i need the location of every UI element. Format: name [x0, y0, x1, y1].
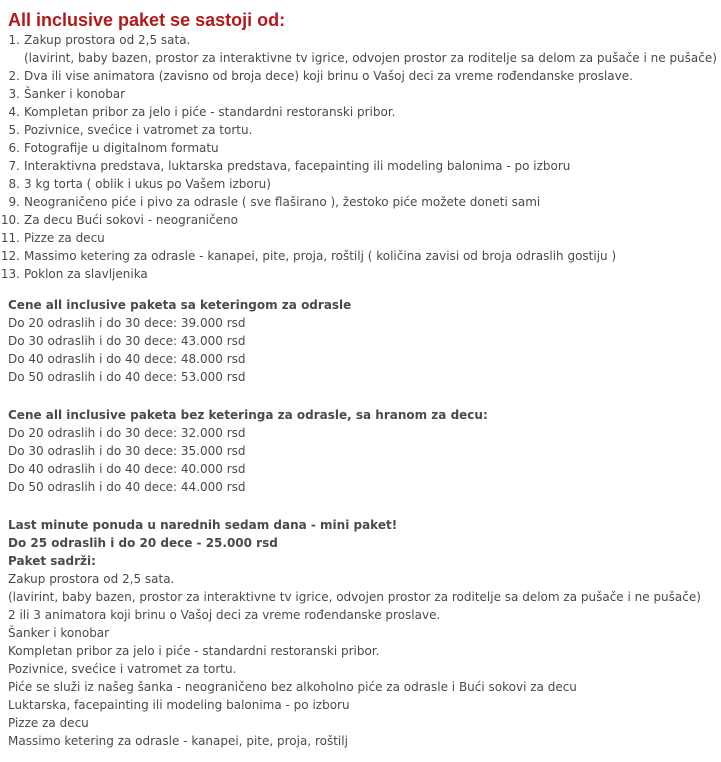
- list-item-number: 12.: [0, 249, 20, 263]
- section-heading-last-minute: Last minute ponuda u narednih sedam dana - mini paket!: [8, 518, 398, 532]
- price-line: Do 50 odraslih i do 40 dece: 44.000 rsd: [8, 480, 246, 494]
- section-heading-with-catering: Cene all inclusive paketa sa keteringom za odrasle: [8, 298, 352, 312]
- list-item: [0, 229, 720, 247]
- price-line: Do 20 odraslih i do 30 dece: 39.000 rsd: [8, 316, 246, 330]
- list-item-number: 5.: [8, 123, 20, 137]
- package-item: Piće se služi iz našeg šanka - neograničeno bez alkoholno piće za odrasle i Bući sokovi za decu: [8, 680, 577, 694]
- price-line: Do 50 odraslih i do 40 dece: 53.000 rsd: [8, 370, 246, 384]
- list-item-number: 3.: [8, 87, 20, 101]
- list-item-number: 2.: [8, 69, 20, 83]
- list-item-text: Dva ili vise animatora (zavisno od broja dece) koji brinu o Vašoj deci za vreme rođendanske proslave.: [24, 69, 633, 83]
- list-item-number: 7.: [8, 159, 20, 173]
- list-item-text: (lavirint, baby bazen, prostor za interaktivne tv igrice, odvojen prostor za roditelje sa delom za pušače i ne pušače): [24, 51, 717, 65]
- price-line: Do 40 odraslih i do 40 dece: 40.000 rsd: [8, 462, 246, 476]
- list-item-number: 6.: [8, 141, 20, 155]
- list-item-text: Pozivnice, svećice i vatromet za tortu.: [24, 123, 253, 137]
- list-item-text: Pizze za decu: [24, 231, 105, 245]
- price-line: Do 40 odraslih i do 40 dece: 48.000 rsd: [8, 352, 246, 366]
- package-item: Šanker i konobar: [8, 626, 110, 640]
- list-item-text: Massimo ketering za odrasle - kanapei, pite, proja, roštilj ( količina zavisi od broja odraslih gostiju ): [24, 249, 617, 263]
- page-title: All inclusive paket se sastoji od:: [8, 10, 286, 30]
- list-item-number: 10.: [0, 213, 20, 227]
- package-item: Pizze za decu: [8, 716, 89, 730]
- feature-list: [0, 31, 720, 283]
- list-item: [8, 103, 720, 121]
- list-item-number: 13.: [0, 267, 20, 281]
- package-item: Zakup prostora od 2,5 sata.: [8, 572, 175, 586]
- price-line: Do 20 odraslih i do 30 dece: 32.000 rsd: [8, 426, 246, 440]
- list-item-text: Interaktivna predstava, luktarska predstava, facepainting ili modeling balonima - po izboru: [24, 159, 571, 173]
- list-item-text: Šanker i konobar: [24, 87, 126, 101]
- price-line: Do 30 odraslih i do 30 dece: 43.000 rsd: [8, 334, 246, 348]
- list-item: [8, 193, 720, 211]
- list-item-text: 3 kg torta ( oblik i ukus po Vašem izboru): [24, 177, 271, 191]
- list-item-number: 9.: [8, 195, 20, 209]
- list-item-number: 4.: [8, 105, 20, 119]
- price-line: Do 30 odraslih i do 30 dece: 35.000 rsd: [8, 444, 246, 458]
- package-item: Pozivnice, svećice i vatromet za tortu.: [8, 662, 237, 676]
- list-item-number: 1.: [8, 33, 20, 47]
- section-heading-without-catering: Cene all inclusive paketa bez keteringa za odrasle, sa hranom za decu:: [8, 408, 488, 422]
- package-item: 2 ili 3 animatora koji brinu o Vašoj deci za vreme rođendanske proslave.: [8, 608, 441, 622]
- list-item: [0, 247, 720, 265]
- list-item-text: Za decu Bući sokovi - neograničeno: [24, 213, 238, 227]
- package-item: Luktarska, facepainting ili modeling balonima - po izboru: [8, 698, 350, 712]
- list-item: [8, 85, 720, 103]
- list-item-text: Poklon za slavljenika: [24, 267, 148, 281]
- list-item-number: 11.: [0, 231, 20, 245]
- list-item-text: Kompletan pribor za jelo i piće - standardni restoranski pribor.: [24, 105, 396, 119]
- list-item-text: Fotografije u digitalnom formatu: [24, 141, 219, 155]
- list-item: [0, 265, 720, 283]
- package-item: (lavirint, baby bazen, prostor za interaktivne tv igrice, odvojen prostor za roditelje sa delom za pušače i ne pušače): [8, 590, 701, 604]
- list-item: [8, 157, 720, 175]
- list-item-text: Neograničeno piće i pivo za odrasle ( sve flaširano ), žestoko piće možete doneti sami: [24, 195, 541, 209]
- list-item: [8, 139, 720, 157]
- package-item: Massimo ketering za odrasle - kanapei, pite, proja, roštilj: [8, 734, 348, 748]
- package-item: Kompletan pribor za jelo i piće - standardni restoranski pribor.: [8, 644, 380, 658]
- list-item: [8, 67, 720, 85]
- list-item: [8, 175, 720, 193]
- list-item: [8, 31, 720, 67]
- list-item: [0, 211, 720, 229]
- list-item-text: Zakup prostora od 2,5 sata.: [24, 33, 191, 47]
- list-item-number: 8.: [8, 177, 20, 191]
- list-item: [8, 121, 720, 139]
- last-minute-price: Do 25 odraslih i do 20 dece - 25.000 rsd: [8, 536, 278, 550]
- package-contents-label: Paket sadrži:: [8, 554, 96, 568]
